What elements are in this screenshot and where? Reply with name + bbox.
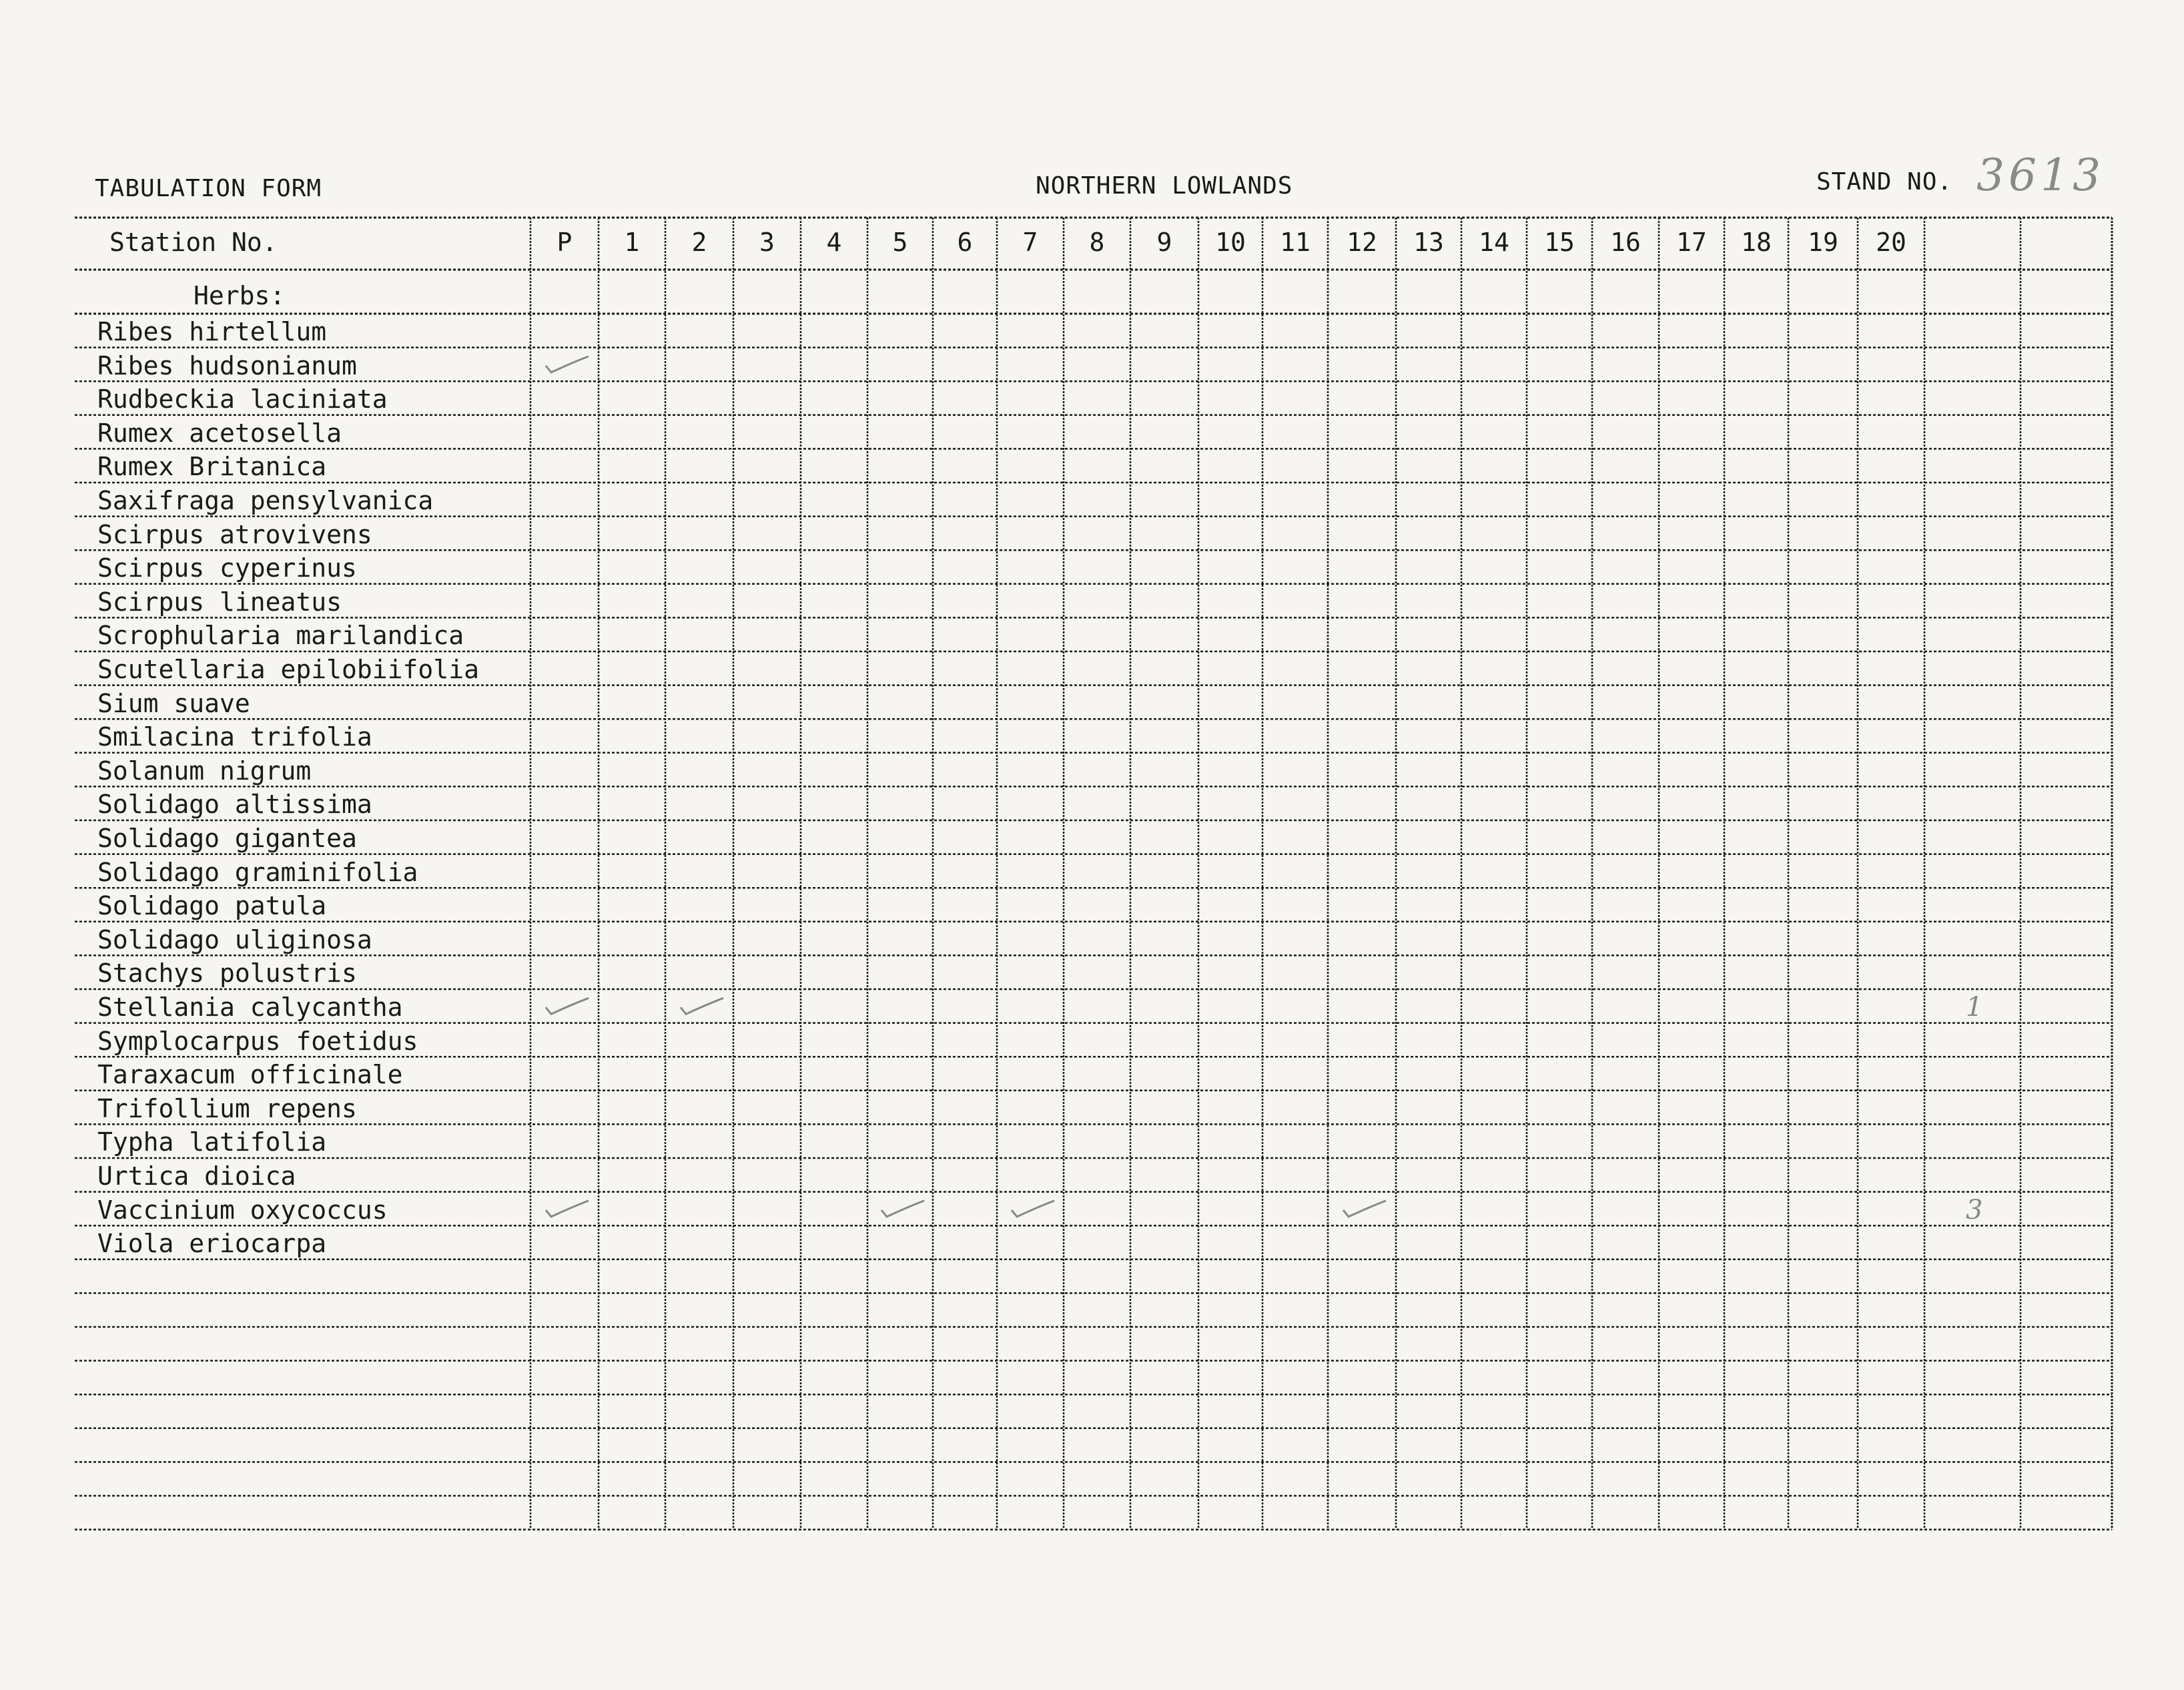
check-mark-icon (881, 1201, 924, 1217)
handwritten-count: 3 (1966, 1194, 1983, 1225)
column-header-19: 19 (1808, 228, 1838, 257)
column-header-12: 12 (1347, 228, 1377, 257)
species-name: Scirpus atrovivens (97, 519, 372, 549)
species-name: Sium suave (97, 688, 250, 718)
check-mark-icon (1343, 1201, 1386, 1217)
column-header-8: 8 (1089, 228, 1105, 257)
column-header-14: 14 (1479, 228, 1509, 257)
species-name: Stachys polustris (97, 958, 357, 989)
species-name: Trifollium repens (97, 1093, 357, 1123)
check-mark-icon (546, 356, 589, 372)
check-mark-icon (681, 998, 723, 1014)
column-header-2: 2 (691, 228, 707, 257)
column-header-13: 13 (1413, 228, 1444, 257)
species-name: Solidago patula (97, 891, 327, 921)
handwritten-count: 1 (1966, 992, 1983, 1023)
check-mark-icon (1012, 1201, 1054, 1217)
column-header-9: 9 (1156, 228, 1172, 257)
column-header-15: 15 (1544, 228, 1575, 257)
stand-number: 3613 (1976, 150, 2105, 201)
column-header-5: 5 (892, 228, 908, 257)
species-name: Typha latifolia (97, 1127, 327, 1157)
column-header-20: 20 (1876, 228, 1906, 257)
species-name: Scirpus cyperinus (97, 553, 357, 583)
species-name: Scirpus lineatus (97, 587, 342, 617)
species-name: Urtica dioica (97, 1161, 296, 1191)
column-header-3: 3 (759, 228, 775, 257)
species-name: Taraxacum officinale (97, 1060, 403, 1090)
check-mark-icon (546, 998, 589, 1014)
species-name: Scutellaria epilobiifolia (97, 655, 479, 684)
column-header-18: 18 (1741, 228, 1772, 257)
species-name: Solanum nigrum (97, 756, 312, 786)
species-name: Solidago graminifolia (97, 857, 418, 887)
species-name: Rudbeckia laciniata (97, 384, 388, 414)
column-header-1: 1 (624, 228, 640, 257)
column-header-7: 7 (1022, 228, 1038, 257)
species-name: Rumex Britanica (97, 452, 327, 482)
species-name: Viola eriocarpa (97, 1229, 327, 1259)
species-name: Rumex acetosella (97, 418, 342, 448)
species-name: Ribes hudsonianum (97, 350, 357, 380)
species-name: Stellania calycantha (97, 993, 403, 1022)
column-header-17: 17 (1676, 228, 1707, 257)
column-header-11: 11 (1280, 228, 1311, 257)
column-header-P: P (557, 228, 573, 257)
station-no-label: Station No. (109, 228, 278, 257)
species-name: Symplocarpus foetidus (97, 1026, 418, 1056)
species-name: Solidago gigantea (97, 824, 357, 853)
check-mark-icon (546, 1201, 589, 1217)
column-header-4: 4 (826, 228, 842, 257)
species-name: Solidago uliginosa (97, 924, 372, 954)
species-name: Scrophularia marilandica (97, 621, 464, 651)
herbs-section-label: Herbs: (194, 281, 286, 310)
species-name: Smilacina trifolia (97, 722, 372, 752)
column-header-10: 10 (1215, 228, 1246, 257)
species-name: Ribes hirtellum (97, 317, 327, 346)
column-header-16: 16 (1610, 228, 1641, 257)
species-name: Solidago altissima (97, 790, 372, 820)
species-name: Vaccinium oxycoccus (97, 1195, 388, 1225)
form-title: TABULATION FORM (95, 175, 322, 202)
stand-label: STAND NO. (1816, 168, 1953, 196)
region-title: NORTHERN LOWLANDS (1036, 172, 1293, 200)
species-name: Saxifraga pensylvanica (97, 486, 434, 515)
column-header-6: 6 (957, 228, 973, 257)
